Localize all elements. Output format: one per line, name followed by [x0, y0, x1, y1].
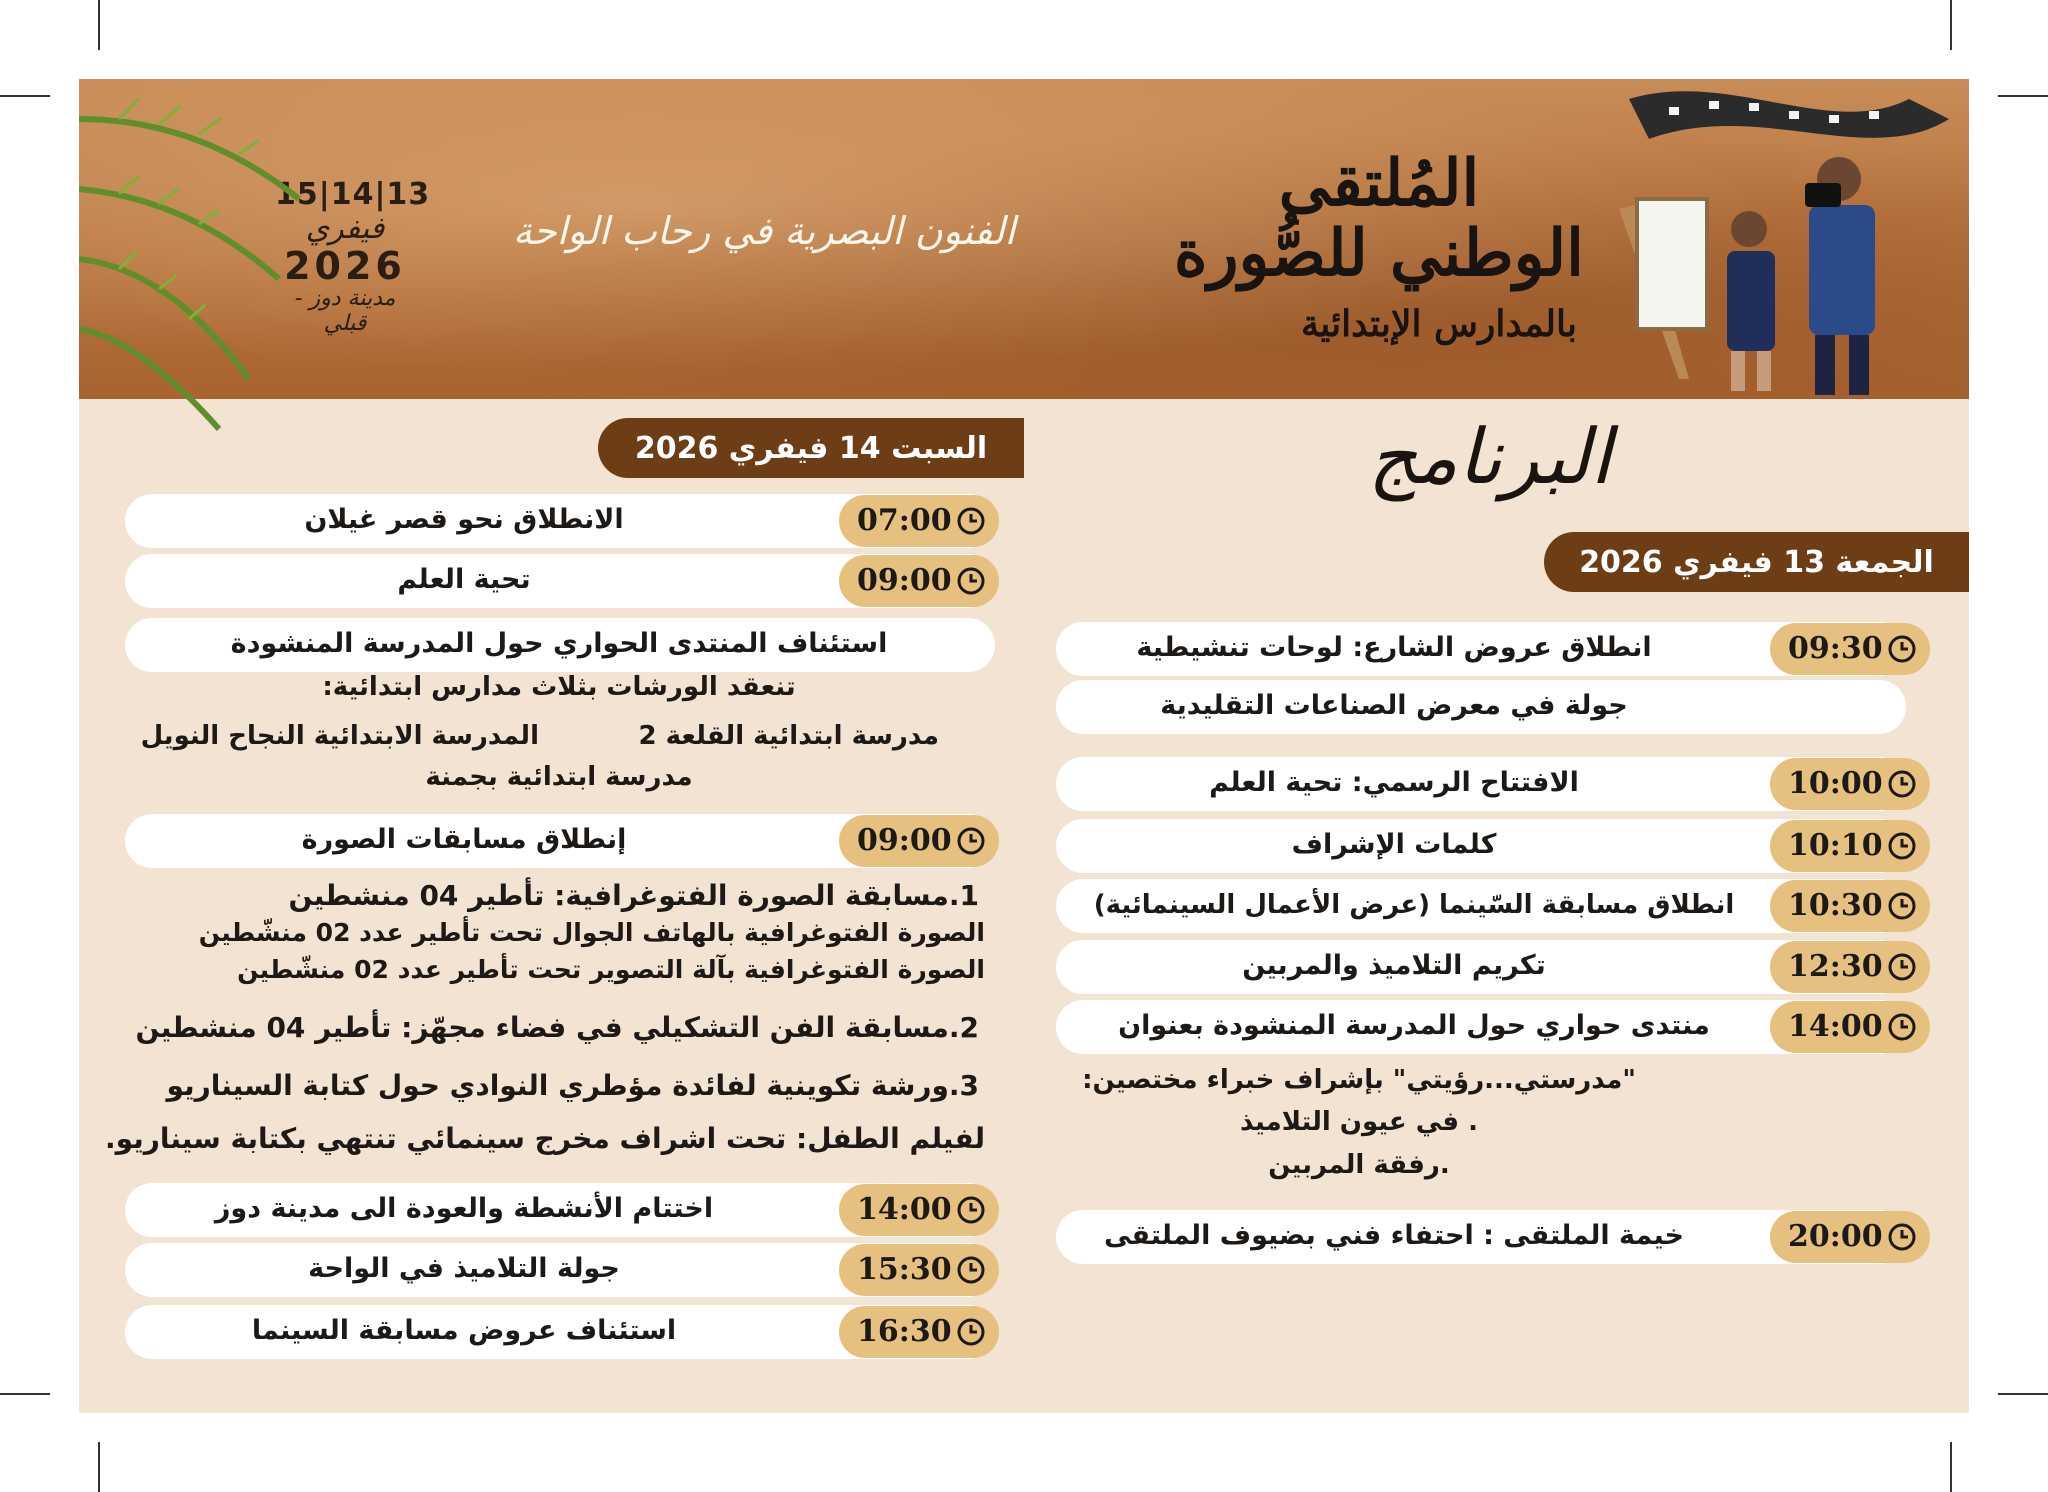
clock-icon [955, 1254, 987, 1286]
crop-mark [1950, 1442, 1952, 1492]
row-text: تكريم التلاميذ والمربين [1242, 950, 1546, 981]
row-text: اختتام الأنشطة والعودة الى مدينة دوز [214, 1193, 714, 1224]
row-text: انطلاق عروض الشارع: لوحات تنشيطية [1136, 632, 1652, 663]
time-value: 16:30 [857, 1314, 952, 1349]
school-name: المدرسة الابتدائية النجاح النويل [140, 721, 539, 751]
crop-mark [0, 95, 50, 97]
row-text: استئناف المنتدى الحواري حول المدرسة المنشودة [230, 628, 888, 659]
event-title-line1: المُلتقى [1278, 146, 1480, 221]
time-badge [839, 495, 999, 547]
clock-icon [955, 565, 987, 597]
forum-item: .رفقة المربين [1268, 1150, 1450, 1180]
time-value: 14:00 [857, 1192, 952, 1227]
competition-item: 2.مسابقة الفن التشكيلي في فضاء مجهّز: تأطير 04 منشطين [135, 1011, 979, 1044]
clock-icon [1886, 1221, 1918, 1253]
forum-subtitle: "مدرستي...رؤيتي" بإشراف خبراء مختصين: [1082, 1065, 1636, 1095]
time-badge [1770, 880, 1930, 932]
time-value: 10:00 [1788, 766, 1883, 801]
dates-days: 15|14|13 [275, 177, 431, 212]
row-text: جولة التلاميذ في الواحة [308, 1253, 620, 1284]
clock-icon [1886, 951, 1918, 983]
row-text: الافتتاح الرسمي: تحية العلم [1209, 767, 1579, 798]
crop-mark [98, 1442, 100, 1492]
school-name: مدرسة ابتدائية القلعة 2 [638, 721, 939, 751]
row-text: استئناف عروض مسابقة السينما [251, 1315, 677, 1346]
forum-item: . في عيون التلاميذ [1240, 1107, 1478, 1137]
clock-icon [1886, 768, 1918, 800]
clock-icon [1886, 1011, 1918, 1043]
clock-icon [955, 505, 987, 537]
time-badge [1770, 623, 1930, 675]
time-value: 10:30 [1788, 888, 1883, 923]
clock-icon [955, 1194, 987, 1226]
competition-subitem: الصورة الفتوغرافية بآلة التصوير تحت تأطير عدد 02 منشّطين [237, 955, 985, 984]
time-value: 12:30 [1788, 949, 1883, 984]
competition-subitem: الصورة الفتوغرافية بالهاتف الجوال تحت تأطير عدد 02 منشّطين [198, 918, 985, 947]
event-title-line2: الوطني للصُّورة [1174, 216, 1584, 291]
crop-mark [1998, 1393, 2048, 1395]
crop-mark [1998, 95, 2048, 97]
time-value: 15:30 [857, 1252, 952, 1287]
crop-mark [1950, 0, 1952, 50]
time-badge [839, 1306, 999, 1358]
header-banner [79, 79, 1969, 399]
dates-month: فيفري [305, 211, 385, 246]
time-badge [1770, 941, 1930, 993]
day2-header: السبت 14 فيفري 2026 [598, 418, 1024, 478]
clock-icon [1886, 830, 1918, 862]
clock-icon [955, 825, 987, 857]
row-text: جولة في معرض الصناعات التقليدية [1160, 690, 1628, 721]
school-name: مدرسة ابتدائية بجمنة [425, 762, 693, 792]
row-text: منتدى حواري حول المدرسة المنشودة بعنوان [1118, 1010, 1710, 1041]
competition-item: لفيلم الطفل: تحت اشراف مخرج سينمائي تنتهي بكتابة سيناريو. [105, 1122, 985, 1155]
time-value: 09:00 [857, 563, 952, 598]
crop-mark [0, 1393, 50, 1395]
time-value: 09:30 [1788, 631, 1883, 666]
time-badge [839, 815, 999, 867]
time-badge [1770, 820, 1930, 872]
program-title: البرنامج [1368, 412, 1612, 501]
clock-icon [955, 1316, 987, 1348]
time-badge [1770, 1211, 1930, 1263]
program-card [79, 79, 1969, 1413]
time-badge [1770, 1001, 1930, 1053]
row-text: كلمات الإشراف [1291, 829, 1497, 860]
slogan: الفنون البصرية في رحاب الواحة [512, 209, 1016, 253]
time-badge [1770, 758, 1930, 810]
clock-icon [1886, 633, 1918, 665]
row-text: إنطلاق مسابقات الصورة [301, 824, 627, 855]
event-title-line3: بالمدارس الإبتدائية [1300, 303, 1578, 345]
palm-leaves-decoration [79, 79, 339, 439]
day1-header: الجمعة 13 فيفري 2026 [1544, 532, 1969, 592]
competition-item: 3.ورشة تكوينية لفائدة مؤطري النوادي حول كتابة السيناريو [166, 1069, 979, 1102]
time-value: 10:10 [1788, 828, 1883, 863]
time-badge [839, 1244, 999, 1296]
row-text: خيمة الملتقى : احتفاء فني بضيوف الملتقى [1104, 1220, 1684, 1251]
time-value: 09:00 [857, 823, 952, 858]
event-logo-title [1119, 146, 1639, 345]
clock-icon [1886, 890, 1918, 922]
row-text: انطلاق مسابقة السّينما (عرض الأعمال السينمائية) [1093, 890, 1735, 920]
time-value: 14:00 [1788, 1009, 1883, 1044]
dates-year: 2026 [284, 244, 406, 288]
workshops-title: تنعقد الورشات بثلاث مدارس ابتدائية: [322, 672, 796, 702]
dates-city: مدينة دوز - قبلي [294, 286, 396, 336]
time-value: 07:00 [857, 503, 952, 538]
row-text: الانطلاق نحو قصر غيلان [304, 504, 624, 535]
time-value: 20:00 [1788, 1219, 1883, 1254]
competition-item: 1.مسابقة الصورة الفتوغرافية: تأطير 04 منشطين [288, 879, 979, 912]
children-film-illustration [1609, 79, 1969, 399]
crop-mark [98, 0, 100, 50]
time-badge [839, 555, 999, 607]
row-text: تحية العلم [397, 564, 531, 595]
time-badge [839, 1184, 999, 1236]
